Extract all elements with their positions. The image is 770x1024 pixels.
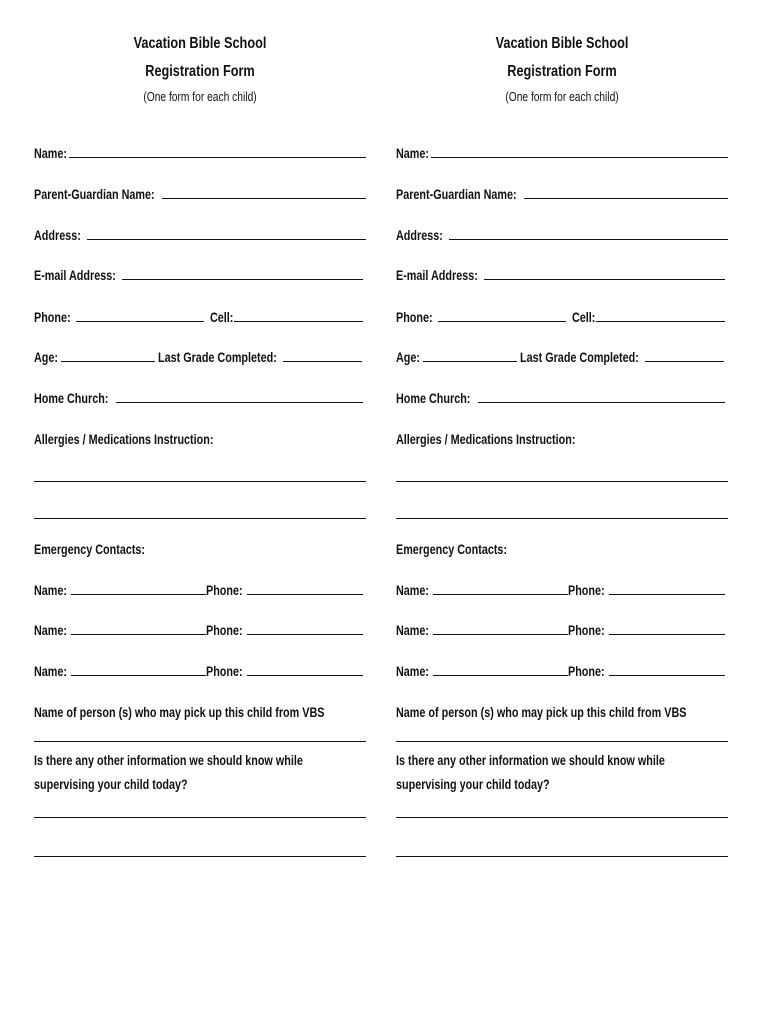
cell-label: Cell: — [209, 310, 234, 325]
form-title-line2: Registration Form — [507, 63, 617, 80]
age-grade-row — [34, 347, 362, 365]
emergency-contacts-row — [396, 539, 728, 557]
emergency-contact-row — [34, 661, 363, 679]
allergies-line-2[interactable] — [34, 518, 366, 519]
address-row — [396, 225, 728, 243]
child-name-row — [396, 143, 728, 161]
pickup-label: Name of person (s) who may pick up this child from VBS — [34, 705, 325, 720]
contact-name-field[interactable] — [433, 675, 568, 676]
contact-name-label: Name: — [34, 583, 68, 598]
contact-phone-label: Phone: — [568, 664, 605, 679]
allergies-line-2[interactable] — [396, 518, 728, 519]
form-subtitle: (One form for each child) — [143, 90, 257, 104]
pickup-line[interactable] — [396, 741, 728, 742]
age-label: Age: — [396, 350, 420, 365]
contact-name-field[interactable] — [71, 634, 206, 635]
contact-phone-field[interactable] — [609, 634, 725, 635]
child-name-label: Name: — [396, 146, 430, 161]
email-field[interactable] — [484, 279, 725, 280]
address-label: Address: — [396, 228, 443, 243]
other-info-label: Is there any other information we should know while supervising your child today? — [396, 753, 665, 792]
contact-name-label: Name: — [34, 623, 68, 638]
registration-form-left — [34, 0, 366, 1024]
last-grade-field[interactable] — [283, 361, 362, 362]
allergies-line-1[interactable] — [396, 481, 728, 482]
other-info-line-2[interactable] — [396, 856, 728, 857]
last-grade-field[interactable] — [645, 361, 724, 362]
contact-phone-field[interactable] — [609, 675, 725, 676]
other-info-label: Is there any other information we should know while supervising your child today? — [34, 753, 303, 792]
contact-name-label: Name: — [396, 623, 430, 638]
contact-phone-label: Phone: — [206, 583, 243, 598]
contact-name-field[interactable] — [71, 675, 206, 676]
age-field[interactable] — [423, 361, 517, 362]
age-label: Age: — [34, 350, 58, 365]
age-grade-row — [396, 347, 724, 365]
form-title-line2: Registration Form — [145, 63, 255, 80]
allergies-row — [396, 429, 728, 447]
emergency-contact-row — [396, 661, 725, 679]
home-church-row — [396, 388, 725, 406]
phone-cell-row — [396, 307, 725, 325]
cell-field[interactable] — [596, 321, 725, 322]
home-church-row — [34, 388, 363, 406]
last-grade-label: Last Grade Completed: — [158, 350, 277, 365]
other-info-line-1[interactable] — [396, 817, 728, 818]
child-name-field[interactable] — [69, 157, 366, 158]
contact-phone-field[interactable] — [247, 594, 363, 595]
parent-guardian-row — [34, 184, 366, 202]
parent-guardian-label: Parent-Guardian Name: — [34, 187, 155, 202]
contact-phone-field[interactable] — [609, 594, 725, 595]
emergency-contacts-label: Emergency Contacts: — [34, 542, 146, 557]
parent-guardian-field[interactable] — [524, 198, 728, 199]
pickup-label: Name of person (s) who may pick up this child from VBS — [396, 705, 687, 720]
pickup-line[interactable] — [34, 741, 366, 742]
form-title-line1: Vacation Bible School — [495, 35, 629, 52]
phone-field[interactable] — [438, 321, 566, 322]
email-row — [396, 265, 725, 283]
emergency-contact-row — [396, 580, 725, 598]
contact-phone-field[interactable] — [247, 675, 363, 676]
other-info-line-1[interactable] — [34, 817, 366, 818]
allergies-row — [34, 429, 366, 447]
contact-phone-label: Phone: — [568, 583, 605, 598]
last-grade-label: Last Grade Completed: — [520, 350, 639, 365]
contact-name-field[interactable] — [71, 594, 206, 595]
age-field[interactable] — [61, 361, 155, 362]
phone-label: Phone: — [396, 310, 433, 325]
cell-field[interactable] — [234, 321, 363, 322]
email-field[interactable] — [122, 279, 363, 280]
contact-phone-field[interactable] — [247, 634, 363, 635]
home-church-label: Home Church: — [396, 391, 471, 406]
contact-name-field[interactable] — [433, 594, 568, 595]
emergency-contact-row — [396, 620, 725, 638]
allergies-label: Allergies / Medications Instruction: — [34, 432, 214, 447]
contact-name-field[interactable] — [433, 634, 568, 635]
allergies-label: Allergies / Medications Instruction: — [396, 432, 576, 447]
home-church-field[interactable] — [478, 402, 725, 403]
contact-name-label: Name: — [34, 664, 68, 679]
parent-guardian-row — [396, 184, 728, 202]
email-label: E-mail Address: — [34, 268, 116, 283]
phone-cell-row — [34, 307, 363, 325]
allergies-line-1[interactable] — [34, 481, 366, 482]
emergency-contact-row — [34, 620, 363, 638]
contact-phone-label: Phone: — [568, 623, 605, 638]
address-field[interactable] — [449, 239, 728, 240]
address-label: Address: — [34, 228, 81, 243]
cell-label: Cell: — [571, 310, 596, 325]
phone-field[interactable] — [76, 321, 204, 322]
email-label: E-mail Address: — [396, 268, 478, 283]
parent-guardian-field[interactable] — [162, 198, 366, 199]
form-subtitle: (One form for each child) — [505, 90, 619, 104]
phone-label: Phone: — [34, 310, 71, 325]
registration-form-right — [396, 0, 728, 1024]
emergency-contacts-label: Emergency Contacts: — [396, 542, 508, 557]
contact-name-label: Name: — [396, 583, 430, 598]
emergency-contact-row — [34, 580, 363, 598]
pickup-row — [396, 702, 728, 720]
address-field[interactable] — [87, 239, 366, 240]
home-church-field[interactable] — [116, 402, 363, 403]
emergency-contacts-row — [34, 539, 366, 557]
email-row — [34, 265, 363, 283]
contact-phone-label: Phone: — [206, 623, 243, 638]
child-name-field[interactable] — [431, 157, 728, 158]
other-info-line-2[interactable] — [34, 856, 366, 857]
contact-phone-label: Phone: — [206, 664, 243, 679]
pickup-row — [34, 702, 366, 720]
contact-name-label: Name: — [396, 664, 430, 679]
parent-guardian-label: Parent-Guardian Name: — [396, 187, 517, 202]
child-name-label: Name: — [34, 146, 68, 161]
form-title-line1: Vacation Bible School — [133, 35, 267, 52]
child-name-row — [34, 143, 366, 161]
address-row — [34, 225, 366, 243]
home-church-label: Home Church: — [34, 391, 109, 406]
